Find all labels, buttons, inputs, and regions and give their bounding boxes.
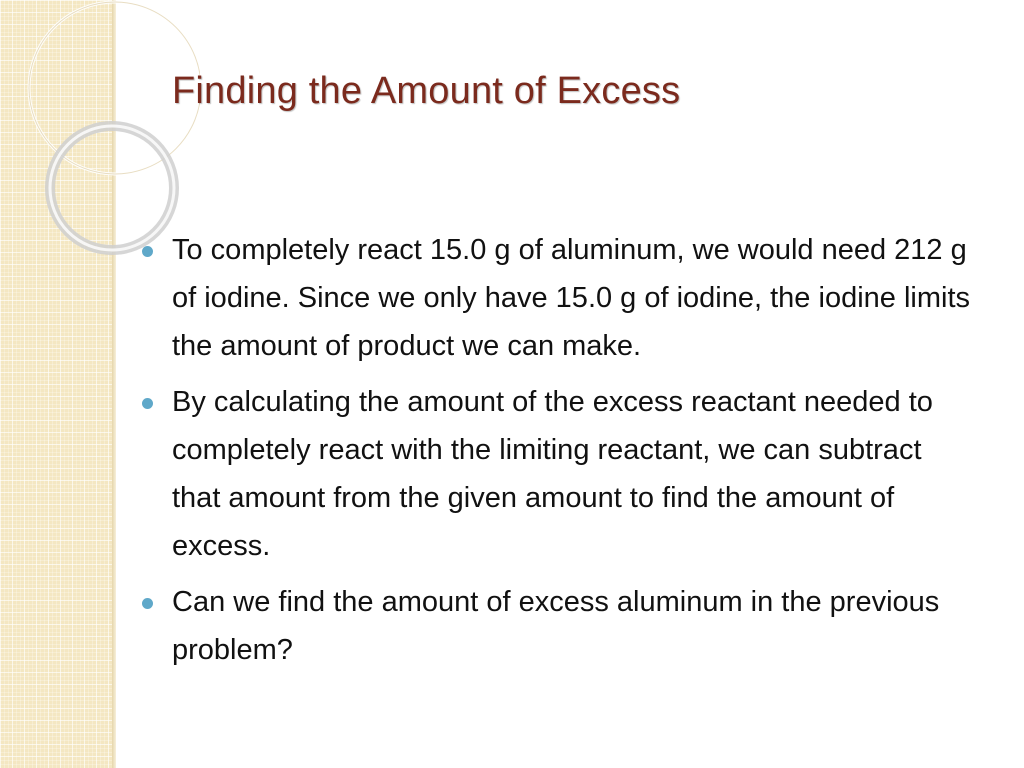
bullet-item <box>136 378 976 570</box>
bullet-dot-icon <box>142 598 153 609</box>
bullet-text: To completely react 15.0 g of aluminum, we would need 212 g of iodine. Since we only have 15.0 g of iodine, the iodine limits the amount of product we can make. <box>172 234 970 362</box>
bullet-item <box>136 226 976 370</box>
bullet-text: Can we find the amount of excess aluminum in the previous problem? <box>172 586 940 666</box>
bullet-dot-icon <box>142 398 153 409</box>
bullet-text: By calculating the amount of the excess reactant needed to completely react with the limiting reactant, we can subtract that amount from the given amount to find the amount of excess. <box>172 386 933 562</box>
bullet-dot-icon <box>142 246 153 257</box>
slide-title: Finding the Amount of Excess <box>172 70 681 112</box>
decorative-rings-icon <box>0 0 200 260</box>
bullet-item <box>136 578 976 674</box>
bullet-list <box>136 226 976 682</box>
